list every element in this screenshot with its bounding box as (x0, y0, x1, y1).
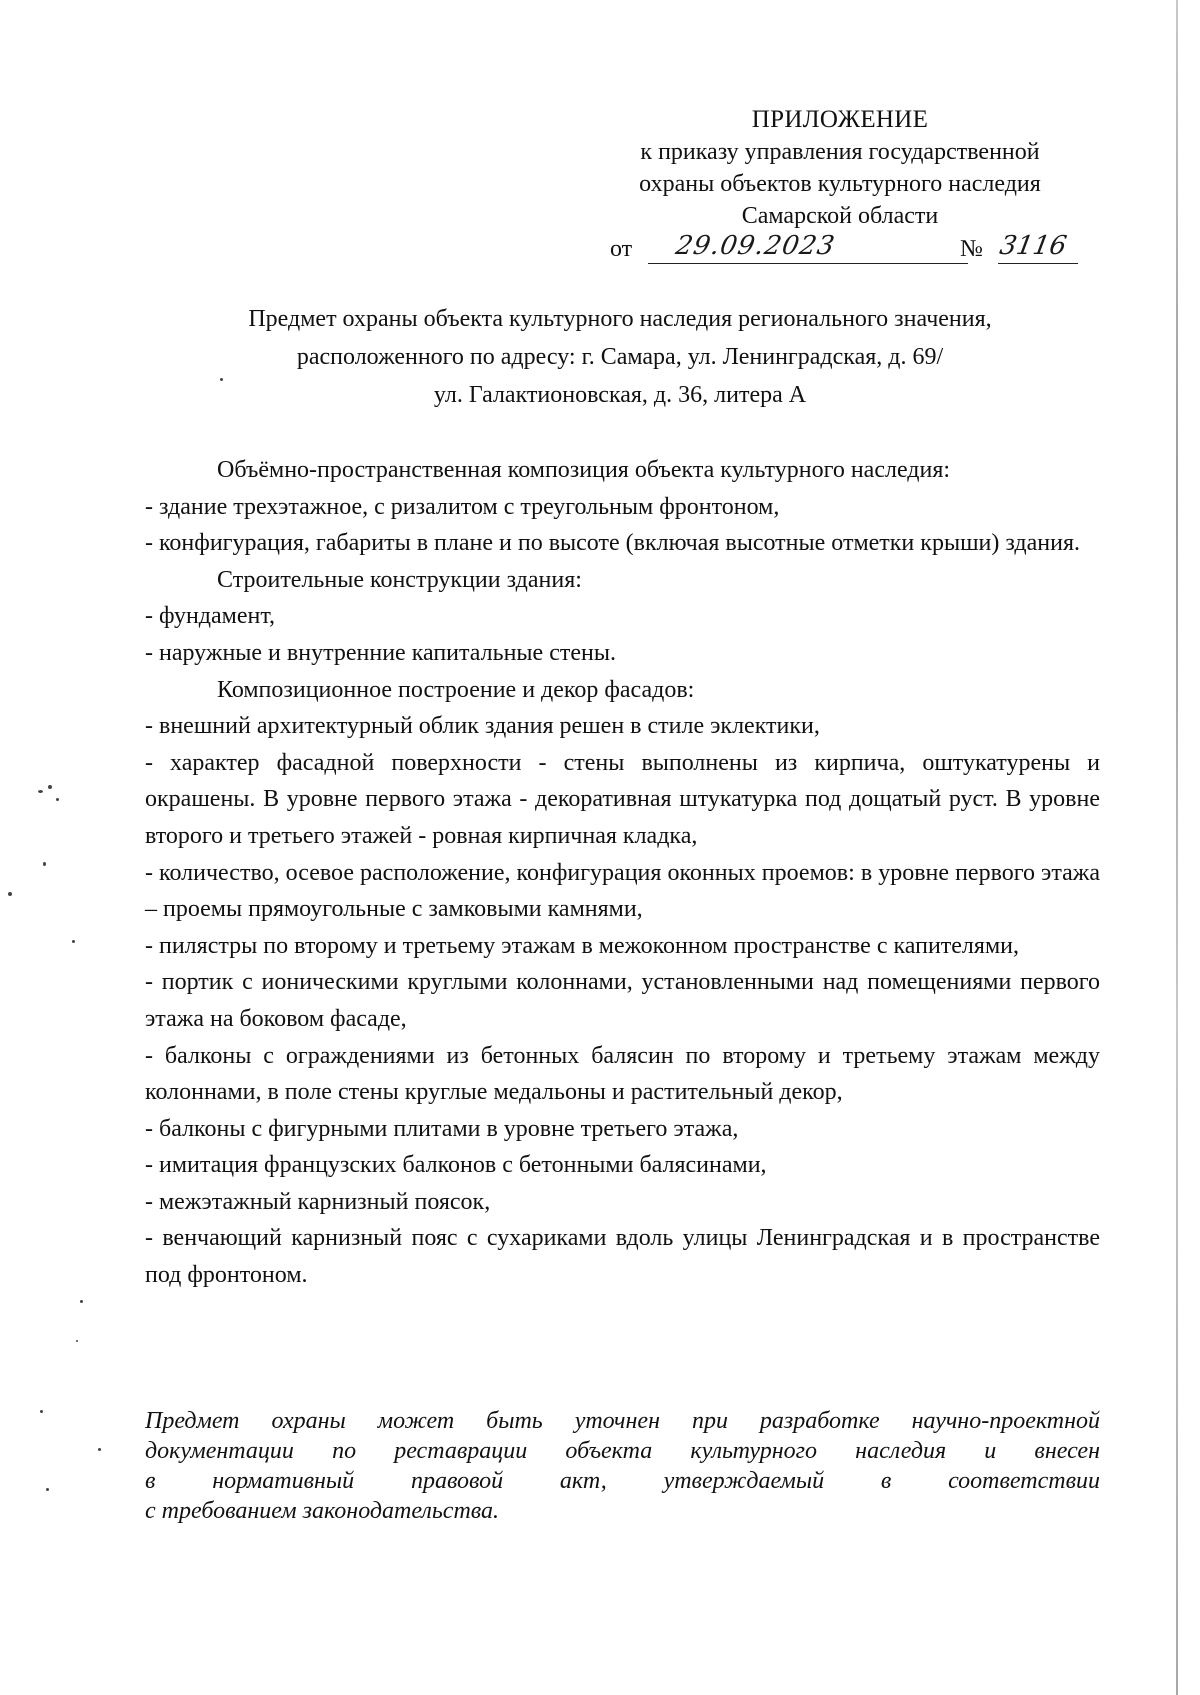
scan-edge-line (1176, 0, 1178, 1695)
list-item: - имитация французских балконов с бетонными балясинами, (145, 1152, 767, 1179)
note-line-4: с требованием законодательства. (145, 1498, 500, 1524)
appendix-line-1: к приказу управления государственной (640, 139, 1040, 165)
list-item: - фундамент, (145, 603, 276, 630)
appendix-block (590, 104, 1090, 232)
order-number-handwritten: 3116 (997, 231, 1069, 261)
scan-speck (8, 892, 12, 896)
section-heading-facades: Композиционное построение и декор фасадов: (217, 676, 695, 703)
section-heading-composition: Объёмно-пространственная композиция объекта культурного наследия: (217, 457, 951, 483)
list-item: - характер фасадной поверхности - стены выполнены из кирпича, оштукатурены и окрашены. В уровне первого этажа - декоративная штукатурка под дощатый руст. В уровне второго и третьего этажей - ровная кирпичная кладка, (145, 749, 1100, 849)
list-item: - балконы с ограждениями из бетонных балясин по второму и третьему этажам между колоннами, в поле стены круглые медальоны и растительный декор, (145, 1042, 1100, 1106)
list-item: - балконы с фигурными плитами в уровне третьего этажа, (145, 1115, 739, 1142)
order-date-handwritten: 29.09.2023 (673, 231, 838, 261)
scan-speck (76, 1340, 78, 1342)
list-item: - наружные и внутренние капитальные стены. (145, 639, 616, 666)
scan-speck (46, 1488, 49, 1491)
title-line-2: расположенного по адресу: г. Самара, ул. Ленинградская, д. 69/ (296, 344, 944, 370)
title-line-1: Предмет охраны объекта культурного наследия регионального значения, (248, 306, 992, 332)
list-item: - здание трехэтажное, с ризалитом с треугольным фронтоном, (145, 493, 780, 520)
appendix-heading: ПРИЛОЖЕНИЕ (751, 106, 929, 133)
list-item: - венчающий карнизный пояс с сухариками вдоль улицы Ленинградская и в пространстве под фронтоном. (145, 1225, 1100, 1289)
note-line-3: в нормативный правовой акт, утверждаемый в соответствии (145, 1468, 1100, 1494)
order-number-label: № (960, 236, 983, 262)
appendix-line-3: Самарской области (741, 203, 939, 229)
scan-speck (98, 1448, 101, 1451)
list-item: - конфигурация, габариты в плане и по высоте (включая высотные отметки крыши) здания. (145, 530, 1081, 557)
appendix-line-2: охраны объектов культурного наследия (639, 171, 1041, 197)
note-line-1: Предмет охраны может быть уточнен при разработке научно-проектной (145, 1408, 1100, 1434)
date-underline (648, 263, 968, 264)
list-item: - портик с ионическими круглыми колоннами, установленными над помещениями первого этажа на боковом фасаде, (145, 969, 1100, 1032)
scan-speck (80, 1300, 83, 1303)
title-line-3: ул. Галактионовская, д. 36, литера А (433, 382, 807, 408)
note-line-2: документации по реставрации объекта культурного наследия и внесен (145, 1438, 1100, 1464)
section-heading-structures: Строительные конструкции здания: (217, 566, 582, 593)
list-item: - пилястры по второму и третьему этажам в межоконном пространстве с капителями, (145, 932, 1019, 959)
scan-speck (48, 785, 52, 789)
document-title (140, 300, 1100, 414)
scan-speck (40, 1410, 43, 1413)
list-item: - внешний архитектурный облик здания решен в стиле эклектики, (145, 713, 820, 740)
order-from-label: от (610, 236, 633, 262)
scan-speck (38, 790, 43, 793)
scan-speck (56, 798, 59, 801)
document-body (145, 452, 1100, 1294)
list-item: - межэтажный карнизный поясок, (145, 1188, 491, 1215)
order-reference (610, 233, 1070, 267)
scan-speck (43, 862, 46, 866)
scan-speck (72, 940, 75, 943)
footnote-italic (145, 1406, 1100, 1526)
number-underline (998, 263, 1078, 264)
list-item: - количество, осевое расположение, конфигурация оконных проемов: в уровне первого этажа – проемы прямоугольные с замковыми камнями, (145, 859, 1100, 923)
